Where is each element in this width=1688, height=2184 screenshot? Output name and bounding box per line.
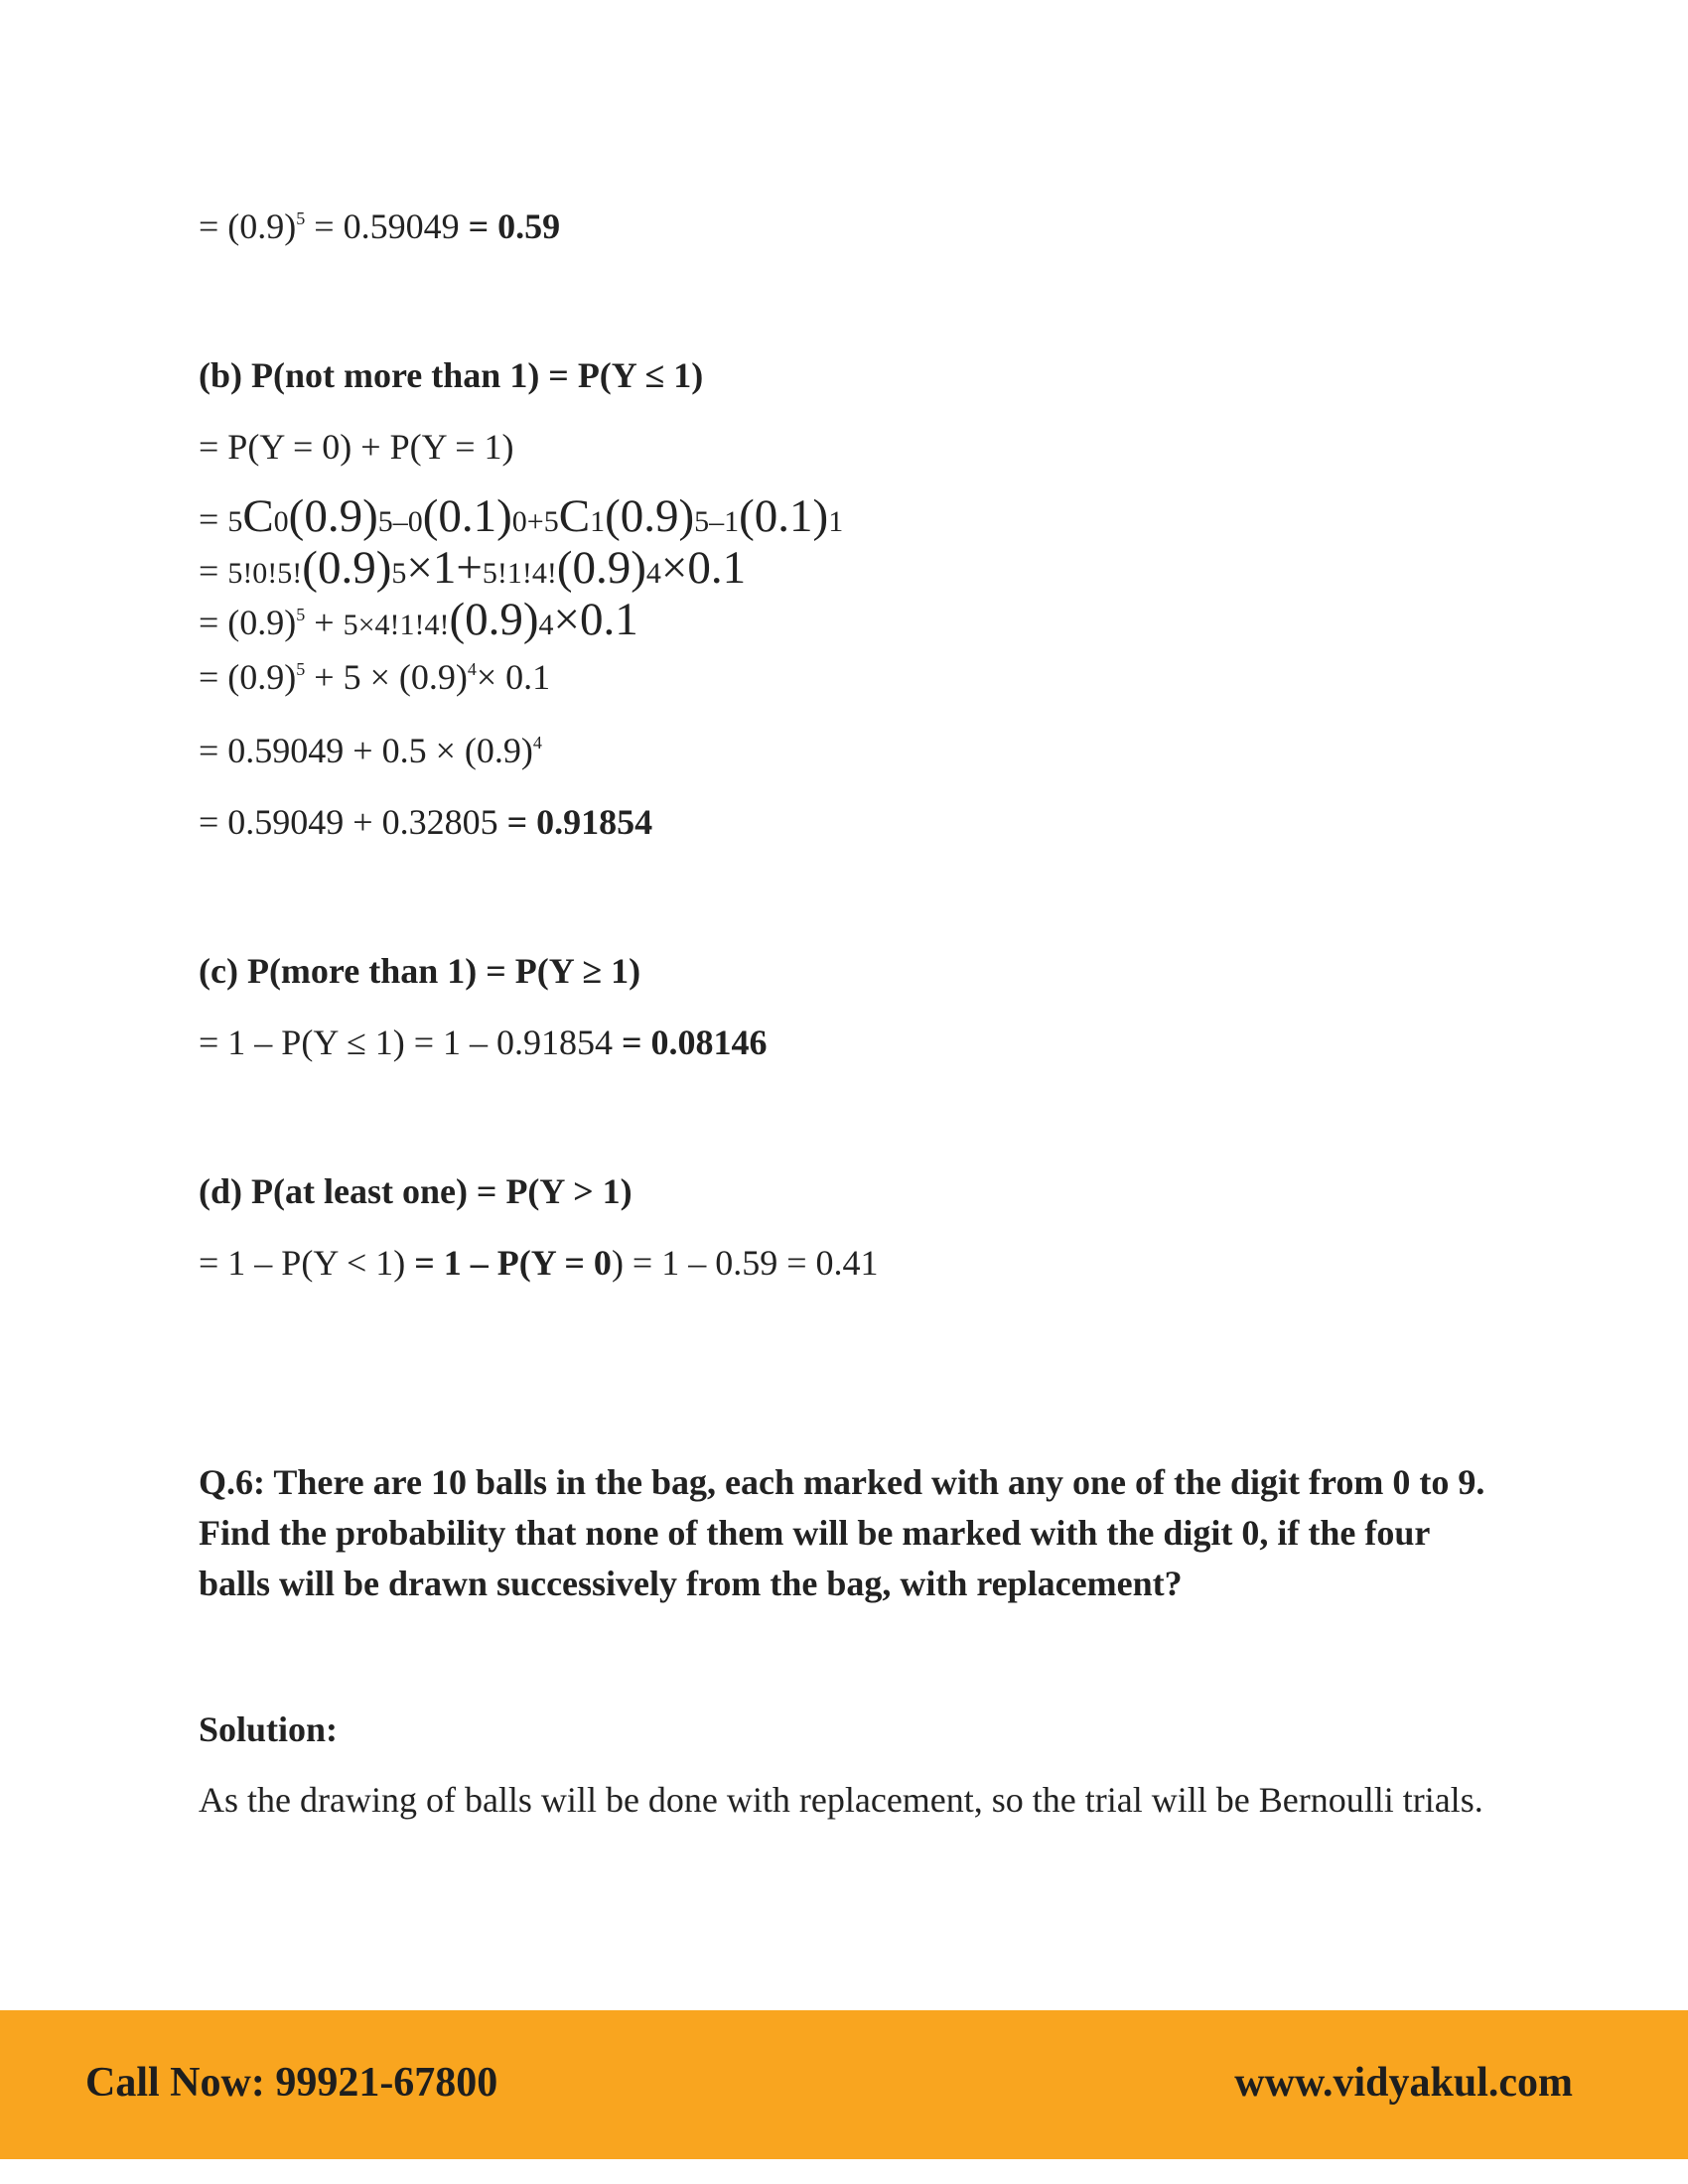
equation-line-1: = $(0.9)^5 = 0.59049 = 0.59$ (199, 206, 561, 246)
part-b-line-7: = 0.59049 + 0.32805 = 0.91854 (199, 802, 653, 842)
question-q6: Q.6: There are 10 balls in the bag, each marked with any one of the digit from 0 to 9. Find the probability that none of them will be marked with the digit 0, if the four balls will be drawn successively from the bag, with replacement? (199, 1462, 1485, 1603)
footer-banner (0, 2010, 1688, 2159)
part-b-line-2: = 5C0(0.9)5–0(0.1)0+5C1(0.9)5–1(0.1)1 (199, 490, 844, 542)
part-d-line-1: = 1 – P(Y < 1) = 1 – P(Y = 0) = 1 – 0.59 = 0.41 (199, 1243, 879, 1283)
part-b-line-4: = $(0.9)^5 + 5\times 4!1!4!(0.9)4\times 0.1$ (199, 594, 638, 645)
part-c-heading: (c) P(more than 1) = P(Y ≥ 1) (199, 951, 641, 991)
solution-text: As the drawing of balls will be done with replacement, so the trial will be Bernoulli trials. (199, 1780, 1483, 1820)
part-b-line-6: = $0.59049 + 0.5 \times (0.9)^4$ (199, 731, 542, 770)
part-d-heading: (d) P(at least one) = P(Y > 1) (199, 1171, 633, 1211)
website-link[interactable]: www.vidyakul.com (1234, 2060, 1573, 2106)
part-b-heading: (b) P(not more than 1) = P(Y ≤ 1) (199, 355, 704, 395)
solution-label: Solution: (199, 1709, 339, 1749)
part-b-line-5: = $(0.9)^5 + 5 \times (0.9)^4\times 0.1$ (199, 657, 551, 697)
part-c-line-1: = 1 – P(Y ≤ 1) = 1 – 0.91854 = 0.08146 (199, 1023, 768, 1062)
part-b-line-1: = P(Y = 0) + P(Y = 1) (199, 427, 514, 467)
part-b-line-3: = 5!0!5!(0.9)5×1+5!1!4!(0.9)4×0.1 (199, 542, 747, 594)
call-now-text: Call Now: 99921-67800 (85, 2060, 498, 2106)
